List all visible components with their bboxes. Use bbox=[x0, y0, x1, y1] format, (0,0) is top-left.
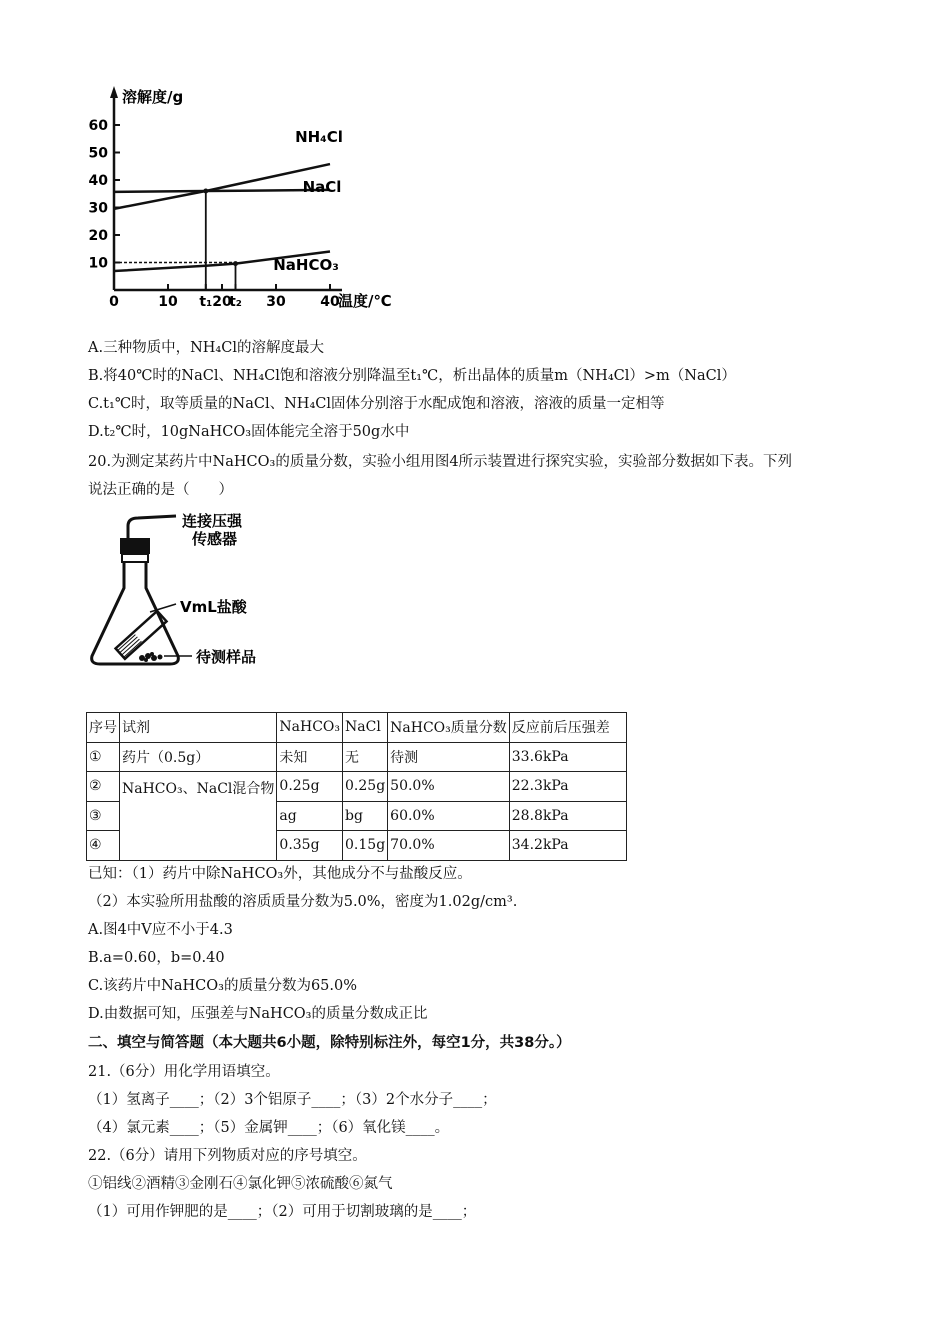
q21-stem: 21.（6分）用化学用语填空。 bbox=[88, 1064, 280, 1080]
y-tick-label: 50 bbox=[88, 145, 108, 162]
solubility-chart bbox=[84, 80, 404, 320]
y-axis-arrow bbox=[110, 86, 118, 98]
series-label: NH₄Cl bbox=[295, 128, 343, 146]
series-label: NaCl bbox=[302, 178, 342, 196]
cell: ② bbox=[87, 772, 120, 802]
rubber-stopper bbox=[120, 538, 150, 554]
x-tick-label: 0 bbox=[109, 294, 119, 310]
x-tick-label: t₁ bbox=[199, 294, 213, 310]
cell: 无 bbox=[343, 742, 388, 772]
flask-apparatus-figure bbox=[84, 508, 304, 678]
cell: 28.8kPa bbox=[509, 801, 626, 831]
q22-line-1: （1）可用作钾肥的是____；（2）可用于切割玻璃的是____； bbox=[88, 1204, 477, 1220]
cell: 0.35g bbox=[277, 831, 343, 861]
cell: ① bbox=[87, 742, 120, 772]
q20-stem-line2: 说法正确的是（ ） bbox=[88, 482, 233, 498]
cell: 药片（0.5g） bbox=[120, 742, 277, 772]
sensor-label-1: 连接压强 bbox=[182, 512, 243, 530]
q19-option-a: A.三种物质中，NH₄Cl的溶解度最大 bbox=[88, 340, 324, 356]
header-reagent: 试剂 bbox=[120, 713, 277, 743]
header-pressure-diff: 反应前后压强差 bbox=[509, 713, 626, 743]
x-tick-label: 10 bbox=[158, 294, 178, 310]
cell: 0.25g bbox=[343, 772, 388, 802]
section-2-heading: 二、填空与简答题（本大题共6小题，除特别标注外，每空1分，共38分。） bbox=[88, 1035, 571, 1051]
cell: 0.25g bbox=[277, 772, 343, 802]
q19-option-c: C.t₁℃时，取等质量的NaCl、NH₄Cl固体分别溶于水配成饱和溶液，溶液的质量一定相等 bbox=[88, 396, 665, 412]
acid-label: VmL盐酸 bbox=[180, 598, 247, 616]
series-label: NaHCO₃ bbox=[273, 256, 339, 274]
intersection-point bbox=[203, 189, 208, 194]
q20-option-d: D.由数据可知，压强差与NaHCO₃的质量分数成正比 bbox=[88, 1006, 428, 1022]
q20-option-c: C.该药片中NaHCO₃的质量分数为65.0% bbox=[88, 978, 358, 994]
q19-option-b: B.将40℃时的NaCl、NH₄Cl饱和溶液分别降温至t₁℃，析出晶体的质量m（NH₄Cl）>m（NaCl） bbox=[88, 368, 736, 384]
q20-known-1: 已知：（1）药片中除NaHCO₃外，其他成分不与盐酸反应。 bbox=[88, 866, 472, 882]
connector-tube bbox=[128, 516, 176, 540]
q21-line-1: （1）氢离子____；（2）3个铝原子____；（3）2个水分子____； bbox=[88, 1092, 497, 1108]
x-tick-label: 40 bbox=[320, 294, 340, 310]
q20-option-b: B.a=0.60，b=0.40 bbox=[88, 950, 225, 966]
experiment-data-table bbox=[86, 712, 627, 861]
q21-line-2: （4）氯元素____；（5）金属钾____；（6）氧化镁____。 bbox=[88, 1120, 450, 1136]
table-row bbox=[87, 742, 627, 772]
cell: ④ bbox=[87, 831, 120, 861]
y-tick-label: 40 bbox=[88, 173, 108, 189]
q20-option-a: A.图4中V应不小于4.3 bbox=[88, 922, 233, 938]
cell-merged-reagent: NaHCO₃、NaCl混合物 bbox=[120, 772, 277, 861]
y-tick-label: 30 bbox=[88, 200, 108, 217]
q20-known-2: （2）本实验所用盐酸的溶质质量分数为5.0%，密度为1.02g/cm³. bbox=[88, 894, 518, 910]
y-tick-label: 20 bbox=[88, 228, 108, 244]
series-line bbox=[114, 190, 330, 192]
chart-axes bbox=[89, 86, 392, 310]
chart-marks bbox=[114, 128, 343, 290]
cell: 33.6kPa bbox=[509, 742, 626, 772]
cell: bg bbox=[343, 801, 388, 831]
sample-label: 待测样品 bbox=[196, 648, 257, 666]
x-tick-label: 30 bbox=[266, 294, 286, 310]
y-tick-label: 60 bbox=[88, 118, 108, 134]
series-line bbox=[114, 164, 330, 209]
cell: 未知 bbox=[277, 742, 343, 772]
cell: 50.0% bbox=[388, 772, 510, 802]
q20-stem-line1: 20.为测定某药片中NaHCO₃的质量分数，实验小组用图4所示装置进行探究实验，实验部分数据如下表。下列 bbox=[88, 454, 793, 470]
q22-items: ①铝线②酒精③金刚石④氯化钾⑤浓硫酸⑥氮气 bbox=[88, 1176, 393, 1192]
cell: 34.2kPa bbox=[509, 831, 626, 861]
table-row bbox=[87, 772, 627, 802]
q19-option-d: D.t₂℃时，10gNaHCO₃固体能完全溶于50g水中 bbox=[88, 424, 410, 440]
y-axis-label: 溶解度/g bbox=[122, 88, 184, 106]
q22-stem: 22.（6分）请用下列物质对应的序号填空。 bbox=[88, 1148, 367, 1164]
header-nacl: NaCl bbox=[343, 713, 388, 743]
cell: ③ bbox=[87, 801, 120, 831]
x-tick-label: t₂ bbox=[229, 294, 242, 310]
x-axis-label: 温度/℃ bbox=[338, 292, 392, 310]
intersection-point bbox=[233, 261, 238, 266]
header-mass-fraction: NaHCO₃质量分数 bbox=[388, 713, 510, 743]
cell: 22.3kPa bbox=[509, 772, 626, 802]
cell: 0.15g bbox=[343, 831, 388, 861]
table-header-row bbox=[87, 713, 627, 743]
x-tick-label: 20 bbox=[212, 294, 232, 310]
header-index: 序号 bbox=[87, 713, 120, 743]
cell: ag bbox=[277, 801, 343, 831]
header-nahco3: NaHCO₃ bbox=[277, 713, 343, 743]
cell: 70.0% bbox=[388, 831, 510, 861]
cell: 待测 bbox=[388, 742, 510, 772]
sample-particles bbox=[139, 652, 163, 662]
y-tick-label: 10 bbox=[88, 255, 108, 272]
cell: 60.0% bbox=[388, 801, 510, 831]
sensor-label-2: 传感器 bbox=[192, 530, 238, 548]
